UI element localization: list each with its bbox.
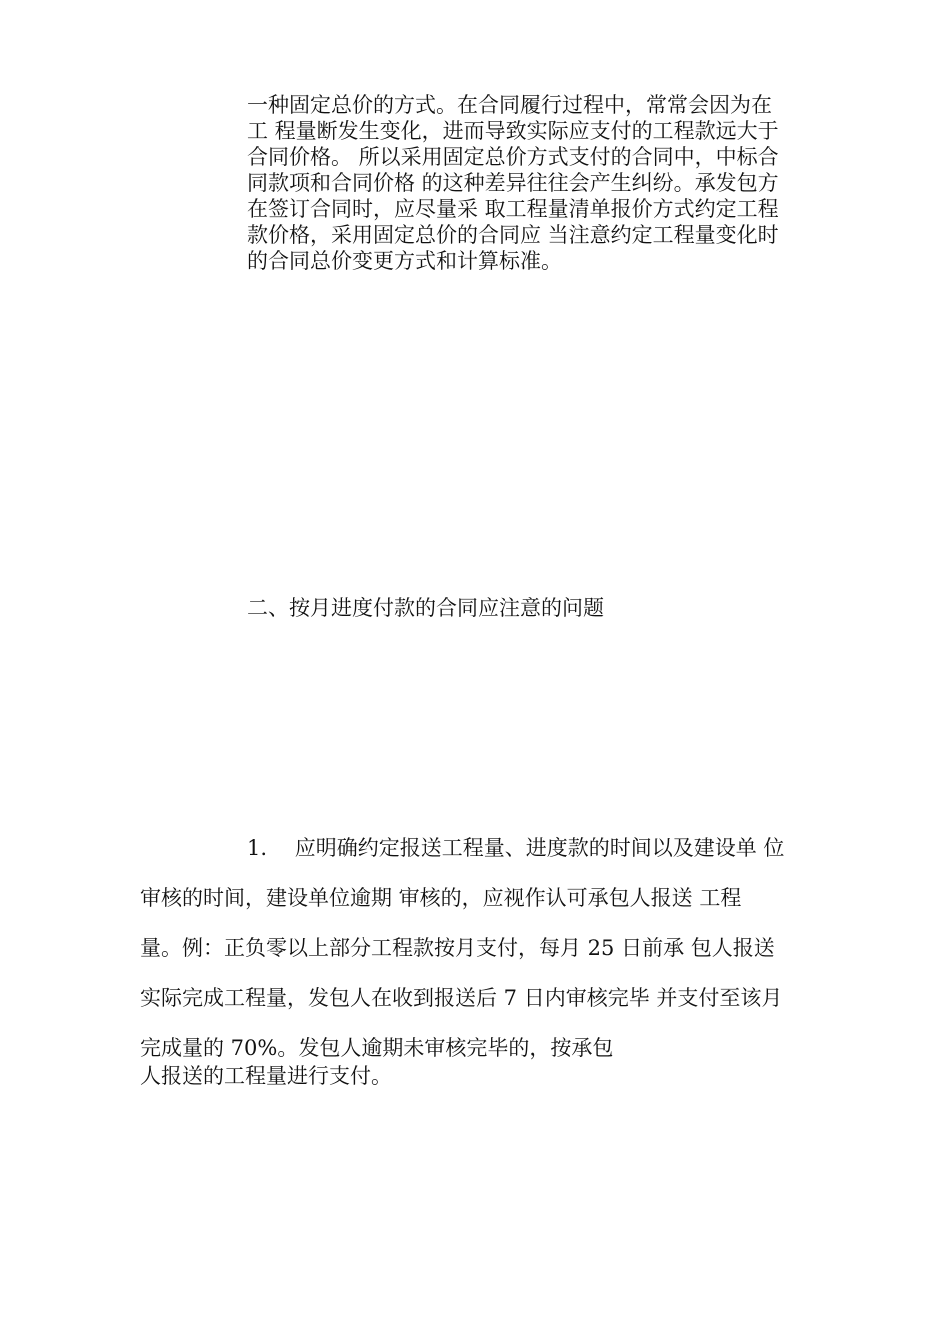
text-line: 实际完成工程量，发包人在收到报送后 7 日内审核完毕 并支付至该月	[140, 986, 783, 1010]
text-line: 1. 应明确约定报送工程量、进度款的时间以及建设单 位	[247, 836, 785, 860]
text-line: 款价格，采用固定总价的合同应 当注意约定工程量变化时	[247, 223, 779, 247]
text-line: 合同价格。 所以采用固定总价方式支付的合同中，中标合	[247, 145, 779, 169]
text-line: 量。例：正负零以上部分工程款按月支付，每月 25 日前承 包人报送	[140, 936, 775, 960]
text-line: 审核的时间，建设单位逾期 审核的，应视作认可承包人报送 工程	[140, 886, 742, 910]
text-line: 一种固定总价的方式。在合同履行过程中，常常会因为在	[247, 93, 772, 117]
text-line: 工 程量断发生变化，进而导致实际应支付的工程款远大于	[247, 119, 779, 143]
text-line: 的合同总价变更方式和计算标准。	[247, 249, 562, 273]
paragraph-monthly-payment	[140, 834, 830, 1090]
text-line: 同款项和合同价格 的这种差异往往会产生纠纷。承发包方	[247, 171, 779, 195]
text-line: 完成量的 70%。发包人逾期未审核完毕的，按承包	[140, 1036, 614, 1060]
text-line: 在签订合同时，应尽量采 取工程量清单报价方式约定工程	[247, 197, 779, 221]
text-line: 人报送的工程量进行支付。	[140, 1064, 392, 1088]
section-heading: 二、按月进度付款的合同应注意的问题	[247, 596, 604, 620]
paragraph-fixed-price	[247, 92, 837, 274]
